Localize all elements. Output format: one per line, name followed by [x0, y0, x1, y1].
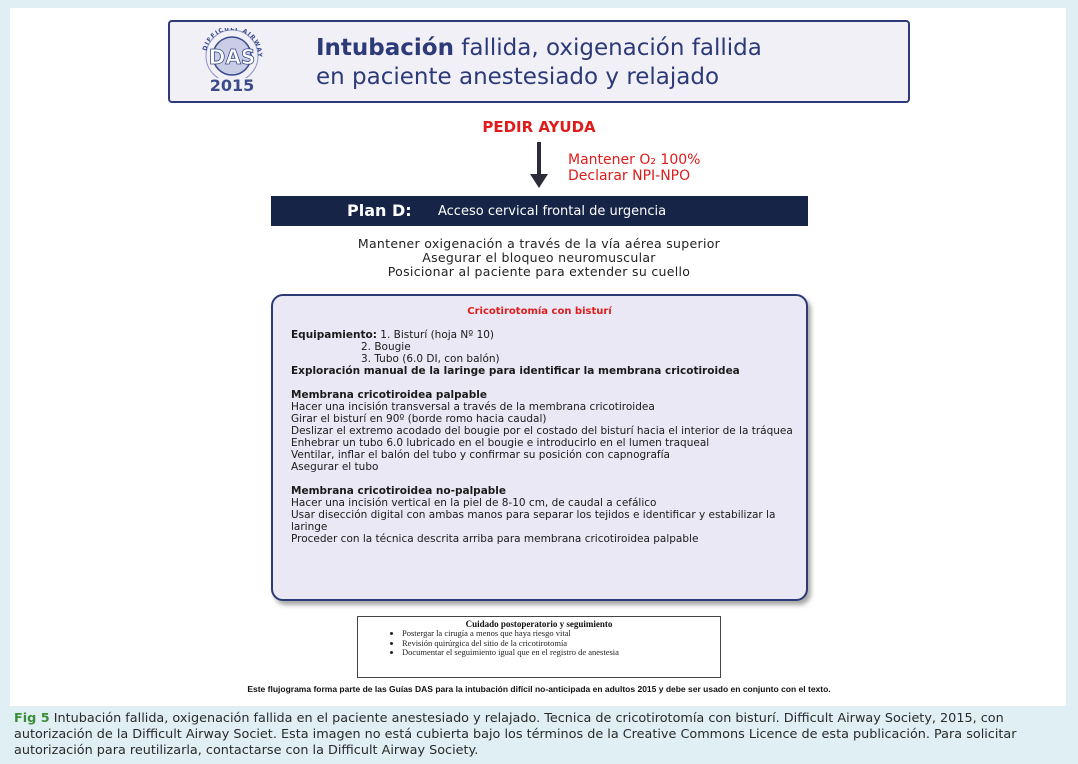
down-arrow-shaft	[537, 142, 541, 176]
palpable-step: Asegurar el tubo	[291, 461, 379, 473]
equipment-item: 2. Bougie	[361, 341, 411, 353]
postop-item: • Postergar la cirugía a menos que haya riesgo vital	[402, 629, 619, 639]
das-logo	[192, 28, 272, 98]
side-notes	[568, 152, 700, 184]
postop-item: • Revisión quirúrgica del sitio de la cricotirotomía	[402, 639, 619, 649]
nonpalpable-step: Usar disección digital con ambas manos para separar los tejidos e identificar y estabilizar la laringe	[291, 509, 776, 533]
call-for-help: PEDIR AYUDA	[482, 118, 596, 136]
figure-caption	[14, 711, 1070, 759]
postop-list	[372, 629, 619, 658]
flowchart-header	[168, 20, 910, 103]
card-body	[291, 329, 796, 545]
title-rest: fallida, oxigenación fallida	[453, 35, 762, 61]
plan-text: Acceso cervical frontal de urgencia	[438, 204, 667, 219]
nonpalpable-step: Proceder con la técnica descrita arriba para membrana cricotiroidea palpable	[291, 533, 699, 545]
nonpalpable-heading: Membrana cricotiroidea no-palpable	[291, 485, 507, 497]
exploration-step: Exploración manual de la laringe para identificar la membrana cricotiroidea	[291, 365, 740, 377]
side-note-oxygen: Mantener O₂ 100%	[568, 152, 701, 168]
plan-d-bar	[271, 196, 808, 226]
side-note-declare: Declarar NPI-NPO	[568, 168, 691, 184]
title-line2: en paciente anestesiado y relajado	[316, 64, 720, 90]
equipment-label: Equipamiento:	[291, 329, 377, 341]
down-arrow-icon	[530, 174, 548, 188]
pre-step: Asegurar el bloqueo neuromuscular	[422, 250, 656, 265]
plan-label: Plan D:	[347, 201, 412, 220]
logo-text: DAS	[208, 45, 256, 69]
page-title	[316, 34, 906, 92]
palpable-step: Enhebrar un tubo 6.0 lubricado en el bougie e introducirlo en el lumen traqueal	[291, 437, 710, 449]
equipment-row	[291, 329, 796, 365]
pre-step: Mantener oxigenación a través de la vía aérea superior	[357, 236, 721, 251]
logo-year: 2015	[209, 76, 255, 95]
pre-steps	[0, 237, 1078, 279]
palpable-step: Deslizar el extremo acodado del bougie por el costado del bisturí hacia el interior de la tráquea	[291, 425, 793, 437]
pre-step: Posicionar al paciente para extender su cuello	[387, 264, 691, 279]
procedure-card	[271, 294, 808, 601]
nonpalpable-step: Hacer una incisión vertical en la piel de 8-10 cm, de caudal a cefálico	[291, 497, 657, 509]
palpable-step: Hacer una incisión transversal a través de la membrana cricotiroidea	[291, 401, 655, 413]
caption-text: Intubación fallida, oxigenación fallida en el paciente anestesiado y relajado. Tecnica de cricotirotomía con bisturí. Difficult Airway Society, 2015, con autorización de la Difficult Airway Societ. Esta imagen no está cubierta bajo los términos de la Creative Commons Licence de esta publicación. Para solicitar autorización para reutilizarla, contactarse con la Difficult Airway Society.	[14, 711, 1017, 758]
palpable-heading: Membrana cricotiroidea palpable	[291, 389, 487, 401]
equipment-item: 1. Bisturí (hoja Nº 10)	[380, 329, 495, 341]
equipment-item: 3. Tubo (6.0 DI, con balón)	[361, 353, 500, 365]
postop-box	[357, 616, 721, 678]
palpable-step: Ventilar, inflar el balón del tubo y confirmar su posición con capnografía	[291, 449, 670, 461]
footnote: Este flujograma forma parte de las Guías DAS para la intubación difícil no-anticipada en adultos 2015 y debe ser usado en conjunto con el texto.	[247, 684, 831, 694]
card-title: Cricotirotomía con bisturí	[467, 306, 612, 317]
postop-title: Cuidado postoperatorio y seguimiento	[465, 619, 613, 629]
figure-number: Fig 5	[14, 711, 50, 726]
logo-ring-text: DIFFICULT AIRWAY	[201, 28, 264, 59]
das-logo-emblem	[192, 28, 272, 78]
palpable-step: Girar el bisturí en 90º (borde romo hacia caudal)	[291, 413, 547, 425]
title-bold: Intubación	[316, 35, 454, 61]
postop-item: • Documentar el seguimiento igual que en el registro de anestesia	[402, 648, 619, 658]
